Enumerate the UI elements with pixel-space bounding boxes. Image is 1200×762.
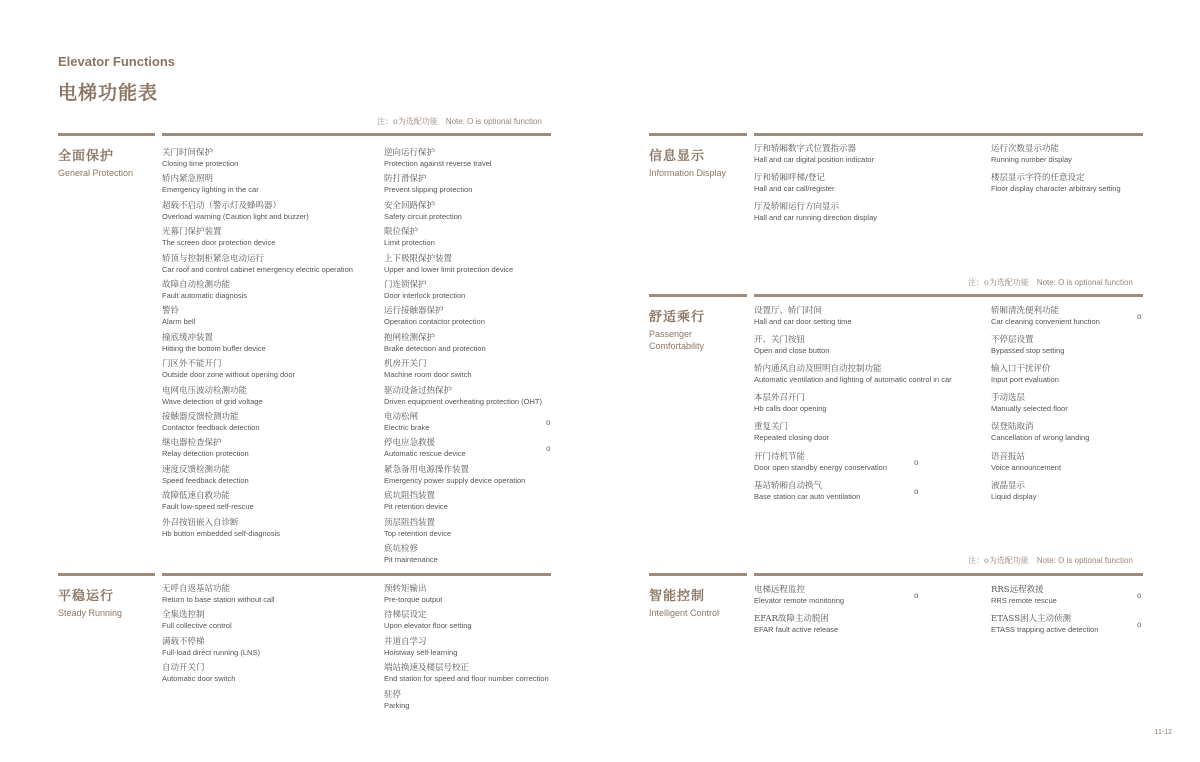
item-label-cn: 井道自学习: [384, 636, 427, 647]
optional-marker: o: [546, 444, 551, 454]
item-label-cn: 接触器反馈检测功能: [162, 412, 239, 422]
optional-marker: o: [1137, 312, 1142, 321]
item-label-cn: 故障低速自救功能: [162, 491, 231, 502]
list-item: [384, 386, 542, 407]
item-label-en: Pre-torque output: [384, 595, 443, 604]
section-title-cn: 信息显示: [649, 149, 706, 164]
section-header-passenger-comfort: [649, 306, 705, 352]
item-label-en: Fault low-speed self-rescue: [162, 502, 254, 512]
item-label-cn: 紧急备用电源操作装置: [384, 464, 470, 475]
list-item: [384, 412, 429, 433]
list-item: [991, 173, 1121, 194]
list-item: [162, 412, 260, 433]
item-label-en: Contactor feedback detection: [162, 423, 260, 432]
list-item: [384, 690, 409, 711]
page-title-en: Elevator Functions: [58, 54, 176, 69]
item-label-cn: 撞底缓冲装置: [162, 332, 214, 343]
item-label-en: Hb calls door opening: [754, 404, 827, 414]
list-item: [162, 518, 280, 539]
item-label-cn: 语音报站: [991, 451, 1026, 462]
item-label-en: Electric brake: [384, 423, 430, 432]
item-label-cn: 输入口干扰评价: [991, 364, 1051, 375]
item-label-cn: 无呼自返基站功能: [162, 584, 231, 594]
item-label-en: Repeated closing door: [754, 433, 830, 443]
list-item: [162, 637, 260, 658]
item-label-en: Base station car auto ventilation: [754, 491, 861, 501]
section-header-steady-running: [58, 585, 122, 619]
list-item: [754, 422, 829, 443]
note-right-mid: [968, 277, 1133, 288]
item-label-cn: 开、关门按钮: [754, 335, 806, 346]
item-label-cn: 关门时间保护: [162, 148, 214, 158]
item-label-en: Parking: [384, 700, 410, 710]
section-title-cn: 智能控制: [649, 589, 706, 604]
item-label-en: Top retention device: [384, 528, 452, 538]
note-cn: 注：o为选配功能: [377, 117, 438, 126]
item-label-en: Relay detection protection: [162, 449, 249, 459]
item-label-cn: 轿厢清洗便利功能: [991, 306, 1060, 316]
item-label-cn: 逆向运行保护: [384, 148, 436, 158]
list-item: [754, 173, 834, 194]
item-label-en: Door open standby energy conservation: [754, 462, 888, 472]
list-item: [384, 544, 438, 565]
item-label-en: Hall and car running direction display: [754, 213, 877, 223]
list-item: [754, 306, 852, 327]
item-label-cn: 本层外召开门: [754, 393, 806, 404]
list-item: [384, 584, 442, 605]
item-label-en: Pit retention device: [384, 502, 448, 512]
list-item: [162, 174, 259, 195]
item-label-en: Wave detection of grid voltage: [162, 396, 263, 406]
item-label-cn: 开门待机节能: [754, 451, 806, 462]
optional-marker: o: [1137, 620, 1142, 630]
section-divider-short: [58, 573, 155, 576]
item-label-cn: 厅和轿厢呼梯/登记: [754, 173, 825, 184]
list-item: [991, 452, 1061, 473]
list-item: [384, 148, 492, 169]
list-item: [162, 148, 238, 169]
list-item: [162, 491, 254, 512]
optional-marker: o: [546, 418, 551, 427]
item-label-cn: 运行次数显示功能: [991, 144, 1060, 154]
optional-marker: o: [914, 591, 919, 600]
item-label-cn: 底坑检修: [384, 544, 419, 554]
list-item: [754, 614, 838, 635]
item-label-cn: 故障自动检测功能: [162, 280, 231, 290]
item-label-en: Automatic ventilation and lighting of automatic control in car: [754, 375, 952, 385]
list-item: [162, 201, 309, 222]
list-item: [384, 359, 472, 380]
item-label-en: Emergency lighting in the car: [162, 185, 259, 195]
item-label-en: Liquid display: [991, 491, 1037, 501]
item-label-en: Input port evaluation: [991, 375, 1059, 385]
note-cn: 注：o为选配功能: [968, 556, 1029, 565]
list-item: [991, 614, 1098, 635]
list-item: [991, 364, 1059, 385]
item-label-en: Hb button embedded self-diagnosis: [162, 528, 280, 538]
item-label-en: Voice announcement: [991, 462, 1062, 472]
list-item: [384, 491, 448, 512]
list-item: [384, 610, 472, 631]
optional-marker: o: [914, 457, 919, 467]
list-item: [754, 585, 844, 606]
section-divider-long: [754, 573, 1143, 576]
item-label-cn: 厅及轿厢运行方向显示: [754, 202, 840, 213]
item-label-cn: 重复关门: [754, 422, 789, 433]
list-item: [162, 254, 353, 275]
list-item: [162, 465, 249, 486]
section-divider-long: [754, 294, 1143, 297]
item-label-cn: 驻停: [384, 689, 402, 700]
item-label-cn: 电动松闸: [384, 412, 419, 422]
item-label-cn: 机房开关门: [384, 359, 427, 370]
item-label-cn: 自动开关门: [162, 663, 205, 674]
item-label-en: Hall and car digital position indicator: [754, 155, 875, 164]
item-label-cn: 轿内通风自动及照明自动控制功能: [754, 364, 882, 375]
section-title-en: Intelligent Control: [649, 608, 720, 618]
item-label-cn: 底坑阻挡装置: [384, 491, 436, 502]
list-item: [162, 280, 247, 301]
list-item: [384, 306, 485, 327]
item-label-en: Alarm bell: [162, 317, 196, 327]
list-item: [991, 422, 1089, 443]
list-item: [384, 637, 457, 658]
item-label-en: Machine room door switch: [384, 370, 472, 380]
item-label-cn: 轿顶与控制柜紧急电动运行: [162, 253, 265, 264]
note-en: Note: O is optional function: [1036, 278, 1133, 287]
item-label-en: Hitting the bottom buffer device: [162, 343, 266, 353]
item-label-cn: 满载不停梯: [162, 636, 205, 647]
list-item: [162, 438, 249, 459]
item-label-en: RRS remote rescue: [991, 596, 1057, 605]
item-label-en: Car roof and control cabinet emergency electric operation: [162, 264, 353, 274]
list-item: [384, 227, 435, 248]
item-label-cn: 手动选层: [991, 393, 1026, 404]
item-label-en: Automatic rescue device: [384, 449, 466, 459]
item-label-en: Brake detection and protection: [384, 343, 486, 353]
item-label-cn: 光幕门保护装置: [162, 227, 222, 238]
item-label-cn: 运行接触器保护: [384, 306, 444, 317]
item-label-en: Bypassed stop setting: [991, 346, 1065, 356]
item-label-cn: 警铃: [162, 306, 180, 317]
item-label-cn: 外召按钮嵌入自诊断: [162, 517, 239, 528]
section-header-intelligent-control: [649, 585, 719, 619]
item-label-cn: 预转矩输出: [384, 584, 427, 594]
section-title-cn: 平稳运行: [58, 589, 115, 604]
item-label-cn: 抱闸检测保护: [384, 332, 436, 343]
list-item: [162, 227, 275, 248]
list-item: [162, 306, 195, 327]
note-right-bottom: [968, 555, 1133, 566]
item-label-en: Hall and car door setting time: [754, 317, 852, 326]
item-label-en: EFAR fault active release: [754, 625, 839, 635]
item-label-cn: EFAR故障主动脱困: [754, 614, 829, 625]
item-label-en: Elevator remote monitoring: [754, 596, 845, 605]
list-item: [162, 584, 275, 605]
item-label-cn: RRS远程救援: [991, 585, 1044, 595]
item-label-en: End station for speed and floor number correction: [384, 674, 549, 684]
list-item: [754, 481, 860, 502]
list-item: [384, 174, 472, 195]
item-label-cn: 停电应急救援: [384, 438, 436, 449]
item-label-cn: 基站轿厢自动换气: [754, 480, 823, 491]
item-label-cn: 不停层设置: [991, 335, 1034, 346]
item-label-cn: 顶层阻挡装置: [384, 517, 436, 528]
note-en: Note: O is optional function: [445, 117, 542, 126]
item-label-cn: 超载不启动（警示灯及蜂鸣器）: [162, 200, 282, 211]
item-label-en: Return to base station without call: [162, 595, 275, 604]
item-label-en: The screen door protection device: [162, 238, 276, 248]
section-title-en-1: Passenger: [649, 329, 693, 339]
item-label-en: Outside door zone without opening door: [162, 370, 296, 380]
section-title-en: Information Display: [649, 168, 727, 178]
item-label-en: Speed feedback detection: [162, 475, 249, 485]
item-label-cn: 继电器检查保护: [162, 438, 222, 449]
list-item: [384, 518, 451, 539]
section-divider-short: [58, 133, 155, 136]
note-left-top: [377, 116, 542, 127]
item-label-en: Running number display: [991, 155, 1072, 164]
item-label-en: Hall and car call/register: [754, 184, 835, 194]
item-label-en: Floor display character arbitrary setting: [991, 184, 1121, 194]
page-number: 11-12: [1154, 729, 1172, 736]
list-item: [754, 364, 952, 385]
item-label-en: Prevent slipping protection: [384, 185, 473, 195]
item-label-cn: 轿内紧急照明: [162, 174, 214, 185]
list-item: [162, 386, 263, 407]
list-item: [162, 359, 295, 380]
item-label-cn: 楼层显示字符的任意设定: [991, 173, 1085, 184]
item-label-en: Fault automatic diagnosis: [162, 291, 248, 300]
item-label-en: Hoistway self-learning: [384, 647, 458, 657]
item-label-cn: 液晶显示: [991, 480, 1026, 491]
list-item: [754, 144, 874, 165]
list-item: [754, 202, 877, 223]
list-item: [991, 335, 1064, 356]
section-title-en: Steady Running: [58, 608, 123, 618]
item-label-en: Pit maintenance: [384, 555, 438, 564]
list-item: [754, 335, 829, 356]
list-item: [384, 201, 462, 222]
list-item: [754, 452, 887, 473]
item-label-en: Open and close button: [754, 346, 830, 356]
item-label-cn: 安全回路保护: [384, 200, 436, 211]
list-item: [991, 306, 1100, 327]
note-en: Note: O is optional function: [1036, 556, 1133, 565]
item-label-en: Driven equipment overheating protection (OHT): [384, 396, 542, 406]
item-label-en: Protection against reverse travel: [384, 159, 492, 168]
list-item: [162, 333, 266, 354]
optional-marker: o: [914, 486, 919, 496]
item-label-en: Manually selected floor: [991, 404, 1068, 414]
page-title-cn: 电梯功能表: [58, 82, 159, 104]
list-item: [384, 663, 549, 684]
item-label-cn: 限位保护: [384, 227, 419, 238]
item-label-cn: 门连锁保护: [384, 280, 427, 290]
list-item: [384, 465, 525, 486]
item-label-en: Car cleaning convenient function: [991, 317, 1100, 326]
item-label-cn: 速度反馈检测功能: [162, 464, 231, 475]
list-item: [754, 393, 827, 414]
item-label-cn: 全集选控制: [162, 610, 205, 621]
item-label-en: Automatic door switch: [162, 674, 236, 684]
section-divider-long: [754, 133, 1143, 136]
item-label-cn: 厅和轿厢数字式位置指示器: [754, 144, 857, 154]
item-label-cn: 上下极限保护装置: [384, 253, 453, 264]
item-label-cn: 防打滑保护: [384, 174, 427, 185]
item-label-en: Upper and lower limit protection device: [384, 264, 514, 274]
item-label-cn: 待梯层设定: [384, 610, 427, 621]
item-label-en: Limit protection: [384, 238, 435, 248]
section-header-information-display: [649, 145, 726, 179]
item-label-cn: 电网电压波动检测功能: [162, 385, 248, 396]
list-item: [991, 144, 1072, 165]
section-title-cn: 全面保护: [58, 149, 115, 164]
item-label-cn: 端站换速及楼层号校正: [384, 663, 470, 674]
item-label-en: Full collective control: [162, 621, 232, 631]
list-item: [384, 333, 486, 354]
list-item: [162, 663, 235, 684]
item-label-en: Closing time protection: [162, 159, 239, 168]
list-item: [384, 438, 466, 459]
section-divider-short: [649, 133, 747, 136]
item-label-en: Operation contactor protection: [384, 317, 485, 327]
item-label-en: Full-load direct running (LNS): [162, 647, 260, 657]
list-item: [384, 254, 513, 275]
item-label-cn: 驱动设备过热保护: [384, 385, 453, 396]
item-label-cn: 设置厅、轿门时间: [754, 306, 823, 316]
section-divider-long: [162, 133, 551, 136]
item-label-en: Upon elevator floor setting: [384, 621, 472, 631]
list-item: [991, 393, 1068, 414]
section-header-general-protection: [58, 145, 133, 179]
item-label-en: Safety circuit protection: [384, 211, 462, 221]
item-label-en: Overload warning (Caution light and buzzer): [162, 211, 309, 221]
note-cn: 注：o为选配功能: [968, 278, 1029, 287]
section-title-en: General Protection: [58, 168, 134, 178]
list-item: [384, 280, 465, 301]
item-label-cn: 电梯远程监控: [754, 585, 806, 595]
item-label-cn: 误登陆取消: [991, 422, 1034, 433]
item-label-en: ETASS trapping active detection: [991, 625, 1099, 635]
section-divider-short: [649, 294, 747, 297]
item-label-cn: ETASS困人主动侦测: [991, 614, 1072, 625]
item-label-cn: 门区外不能开门: [162, 359, 222, 370]
section-title-en-2: Comfortability: [649, 341, 705, 351]
optional-marker: o: [1137, 591, 1142, 600]
list-item: [991, 481, 1036, 502]
section-divider-long: [162, 573, 551, 576]
item-label-en: Cancellation of wrong landing: [991, 433, 1090, 443]
section-title-cn: 舒适乘行: [649, 310, 706, 325]
item-label-en: Emergency power supply device operation: [384, 475, 526, 485]
section-divider-short: [649, 573, 747, 576]
item-label-en: Door interlock protection: [384, 291, 466, 300]
list-item: [991, 585, 1057, 606]
list-item: [162, 610, 232, 631]
